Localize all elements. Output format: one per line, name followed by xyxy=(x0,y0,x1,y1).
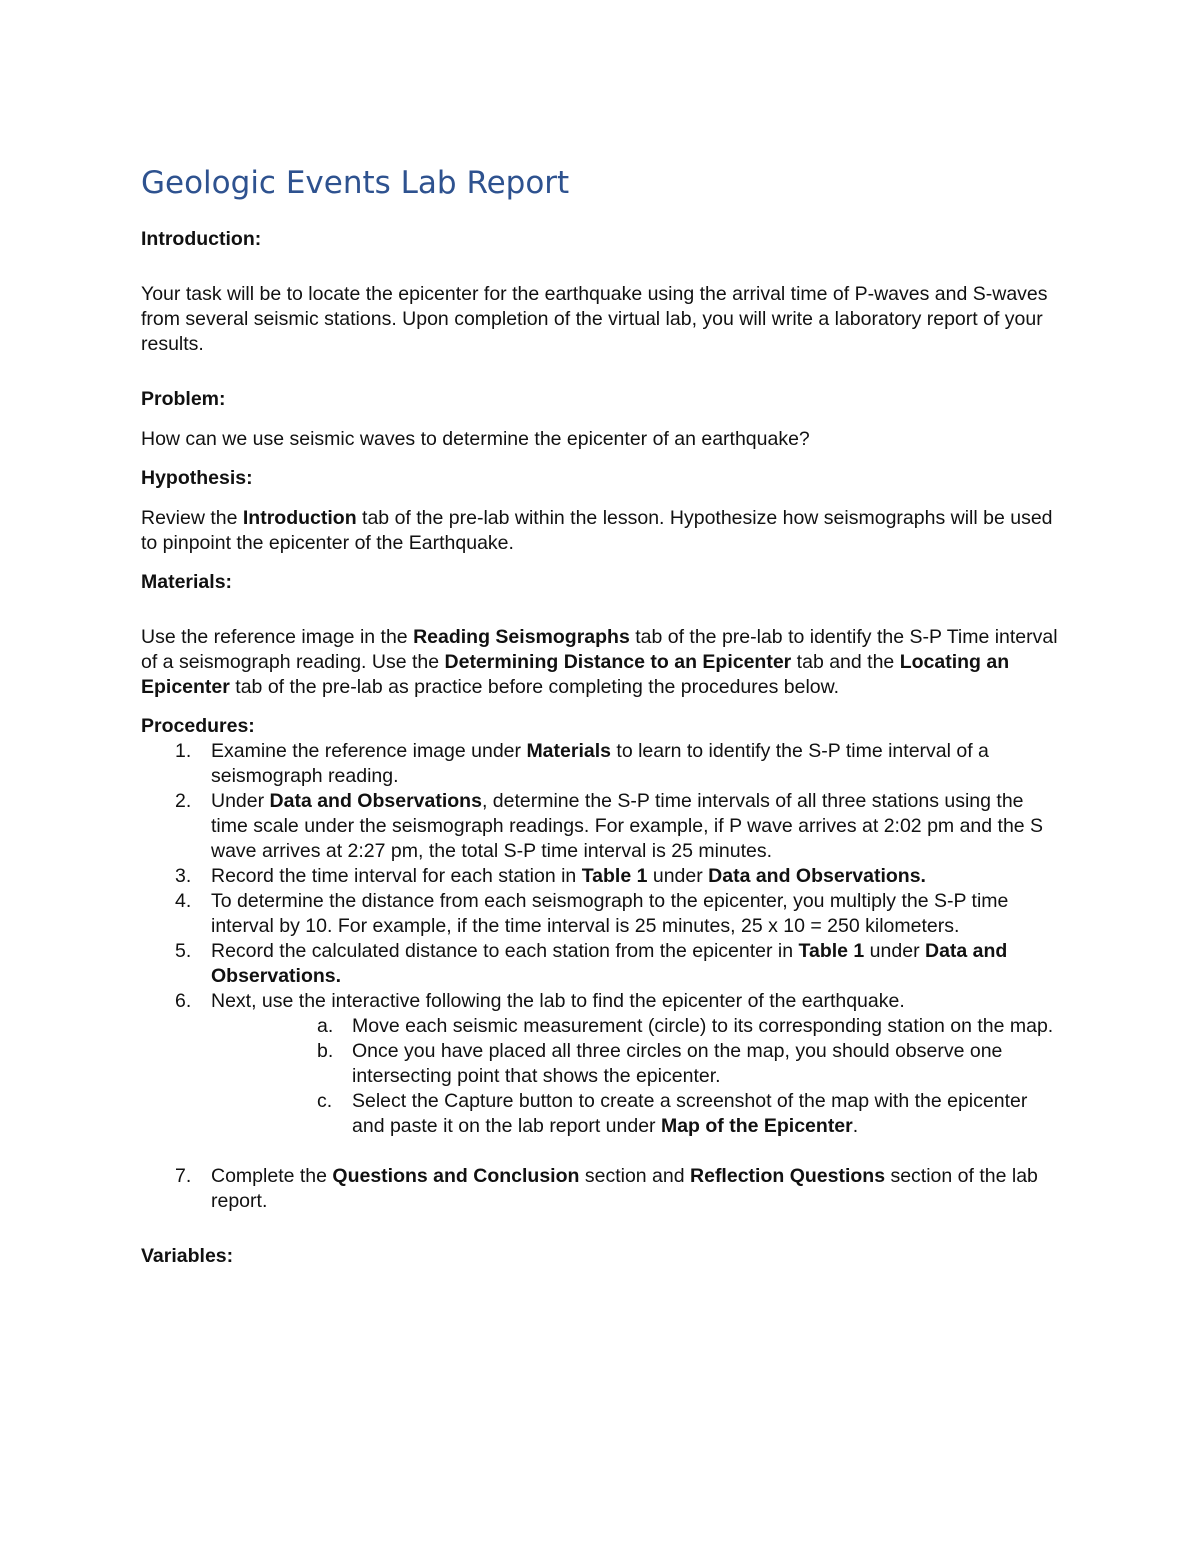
procedure-step: 1. Examine the reference image under Materials to learn to identify the S-P time interval of a seismograph reading. xyxy=(175,740,989,787)
materials-heading: Materials: xyxy=(141,571,233,593)
procedure-step: 2. Under Data and Observations, determine the S-P time intervals of all three stations using the time scale under the seismograph readings. For example, if P wave arrives at 2:02 pm and the S wave arrives at 2:27 pm, the total S-P time interval is 25 minutes. xyxy=(175,790,1044,862)
document-title: Geologic Events Lab Report xyxy=(141,165,570,201)
introduction-heading: Introduction: xyxy=(141,228,262,250)
procedure-step: 7. Complete the Questions and Conclusion section and Reflection Questions section of the lab report. xyxy=(175,1165,1038,1212)
procedure-substep: b. Once you have placed all three circles on the map, you should observe one intersecting point that shows the epicenter. xyxy=(317,1040,1003,1087)
problem-heading: Problem: xyxy=(141,388,226,410)
hypothesis-heading: Hypothesis: xyxy=(141,467,253,489)
problem-text: How can we use seismic waves to determine the epicenter of an earthquake? xyxy=(141,428,810,450)
procedure-substeps xyxy=(211,1014,1060,1139)
hypothesis-text: Review the Introduction tab of the pre-lab within the lesson. Hypothesize how seismographs will be used to pinpoint the epicenter of the Earthquake. xyxy=(141,507,1053,554)
procedures-list xyxy=(141,739,1060,1214)
introduction-text: Your task will be to locate the epicenter for the earthquake using the arrival time of P-waves and S-waves from several seismic stations. Upon completion of the virtual lab, you will write a laboratory report of your results. xyxy=(141,283,1048,355)
procedure-substep: a. Move each seismic measurement (circle) to its corresponding station on the map. xyxy=(317,1015,1054,1037)
variables-heading: Variables: xyxy=(141,1245,234,1267)
procedure-substep: c. Select the Capture button to create a screenshot of the map with the epicenter and paste it on the lab report under Map of the Epicenter. xyxy=(317,1090,1028,1137)
materials-text: Use the reference image in the Reading Seismographs tab of the pre-lab to identify the S-P Time interval of a seismograph reading. Use the Determining Distance to an Epicenter tab and the Locating an Epicenter tab of the pre-lab as practice before completing the procedures below. xyxy=(141,626,1058,698)
procedure-step: 4. To determine the distance from each seismograph to the epicenter, you multiply the S-P time interval by 10. For example, if the time interval is 25 minutes, 25 x 10 = 250 kilometers. xyxy=(175,890,1009,937)
procedures-heading: Procedures: xyxy=(141,715,255,737)
procedure-step: 5. Record the calculated distance to each station from the epicenter in Table 1 under Data and Observations. xyxy=(175,940,1008,987)
procedure-step: 3. Record the time interval for each station in Table 1 under Data and Observations. xyxy=(175,865,926,887)
procedure-step: 6. Next, use the interactive following the lab to find the epicenter of the earthquake. a. Move each seismic measurement (circle) to its corresponding station on the map. b. Once you have placed all three circles on the map, you should observe one intersecting point that shows the epicenter. c. Select the Capture button to create a screenshot of the map with the epicenter and paste it on the lab report under Map of the Epicenter. xyxy=(141,989,1060,1139)
